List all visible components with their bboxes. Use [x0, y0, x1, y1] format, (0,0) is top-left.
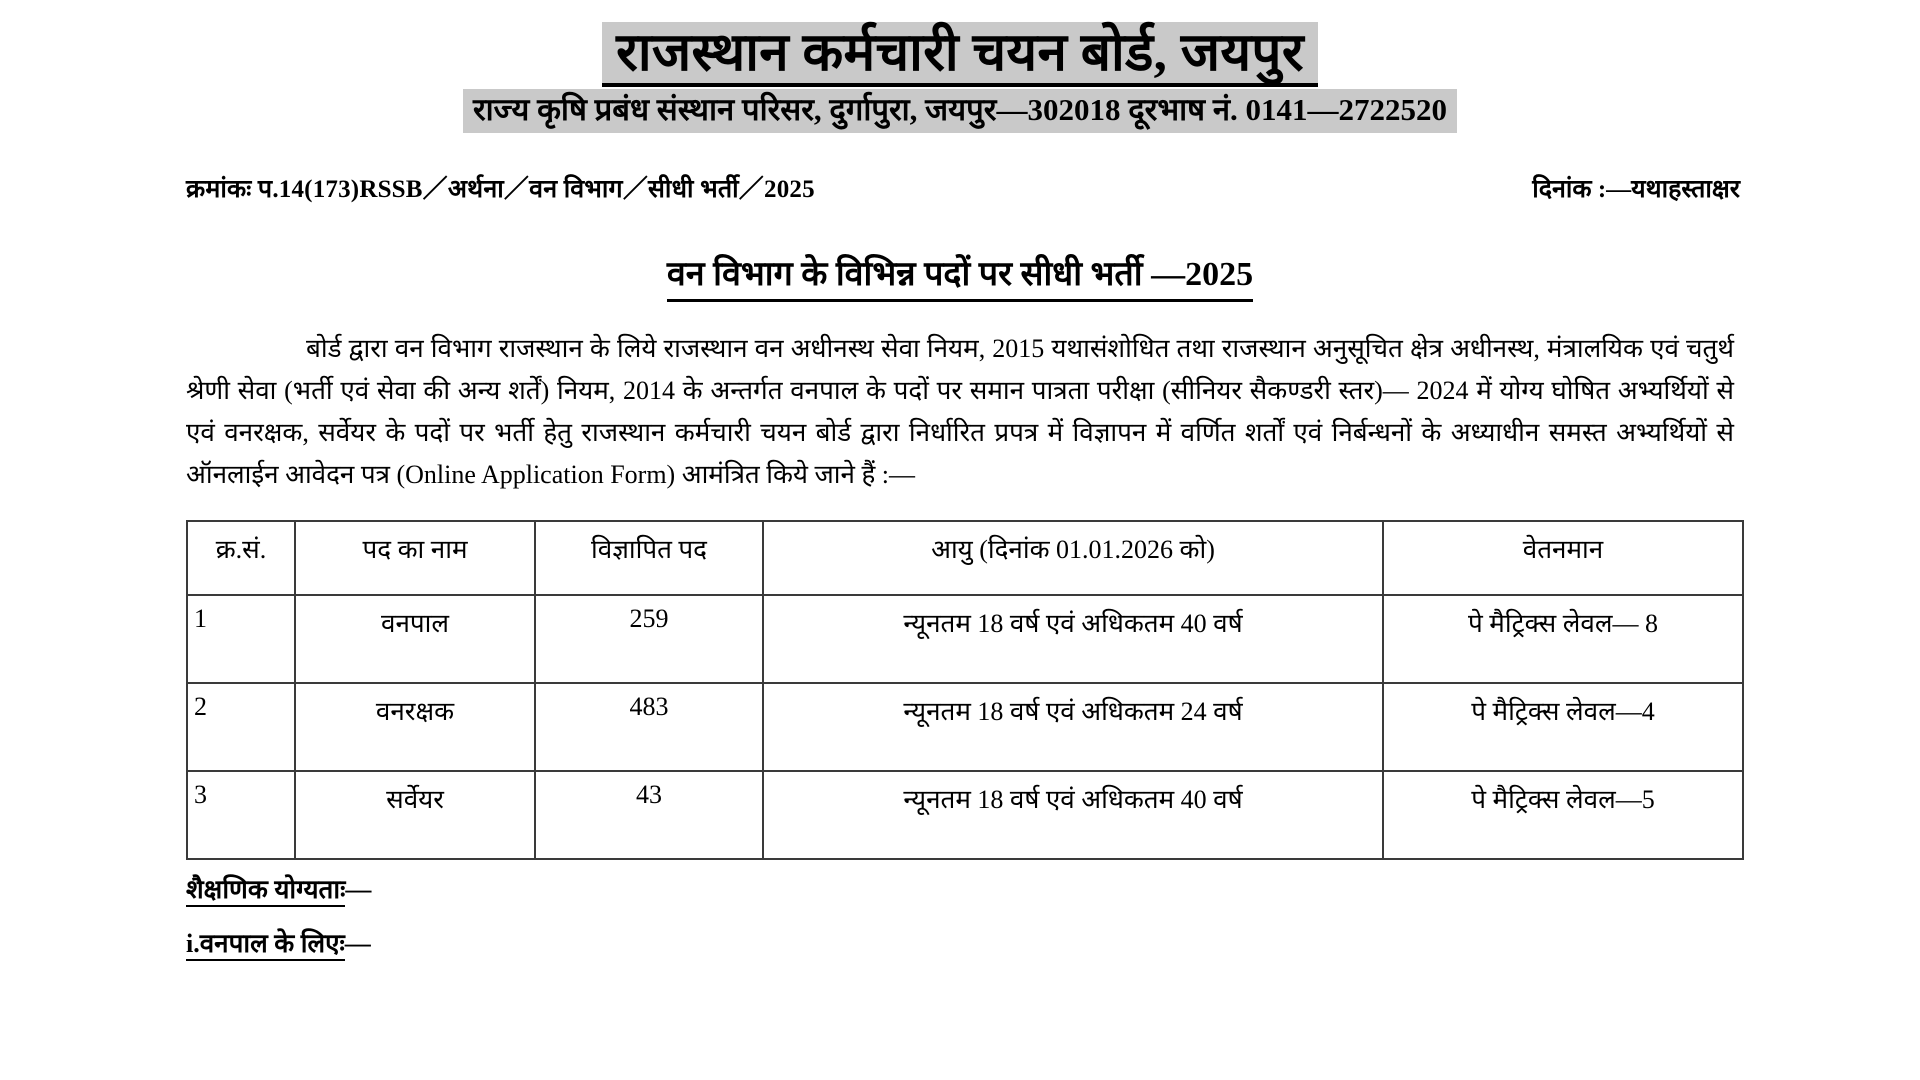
document-title-row — [0, 255, 1920, 302]
cell-age: न्यूनतम 18 वर्ष एवं अधिकतम 40 वर्ष — [763, 595, 1383, 683]
table-header-row — [187, 521, 1743, 595]
organization-title: राजस्थान कर्मचारी चयन बोर्ड, जयपुर — [602, 22, 1318, 87]
cell-pay-scale: पे मैट्रिक्स लेवल—4 — [1383, 683, 1743, 771]
cell-post-name: वनरक्षक — [295, 683, 535, 771]
qualification-sub-item-dash: — — [344, 929, 371, 959]
table-row — [187, 683, 1743, 771]
intro-paragraph-text: बोर्ड द्वारा वन विभाग राजस्थान के लिये राजस्थान वन अधीनस्थ सेवा नियम, 2015 यथासंशोधित तथा राजस्थान अनुसूचित क्षेत्र अधीनस्थ, मंत्रालयिक एवं चतुर्थ श्रेणी सेवा (भर्ती एवं सेवा की अन्य शर्तें) नियम, 2014 के अन्तर्गत वनपाल के पदों पर समान पात्रता परीक्षा (सीनियर सैकण्डरी स्तर)— 2024 में योग्य घोषित अभ्यर्थियों से एवं वनरक्षक, सर्वेयर के पदों पर भर्ती हेतु राजस्थान कर्मचारी चयन बोर्ड द्वारा निर्धारित प्रपत्र में विज्ञापन में वर्णित शर्तों एवं निर्बन्धनों के अध्याधीन समस्त अभ्यर्थियों से ऑनलाईन आवेदन पत्र (Online Application Form) आमंत्रित किये जाने हैं :— — [186, 333, 1734, 490]
intro-paragraph — [186, 328, 1734, 496]
table-row — [187, 595, 1743, 683]
table-header-age: आयु (दिनांक 01.01.2026 को) — [763, 521, 1383, 595]
qualification-heading-text: शैक्षणिक योग्यताः — [186, 875, 345, 907]
cell-post-name: वनपाल — [295, 595, 535, 683]
table-header-post-name: पद का नाम — [295, 521, 535, 595]
qualification-sub-item-vanpal — [186, 924, 1734, 960]
qualification-heading — [186, 870, 1734, 906]
cell-vacancies: 259 — [535, 595, 763, 683]
cell-age: न्यूनतम 18 वर्ष एवं अधिकतम 40 वर्ष — [763, 771, 1383, 859]
qualification-sub-item-text: i.वनपाल के लिएः — [186, 929, 345, 961]
reference-number: क्रमांकः प.14(173)RSSB／अर्थना／वन विभाग／सीधी भर्ती／2025 — [186, 176, 815, 204]
posts-table-body — [187, 595, 1743, 859]
cell-pay-scale: पे मैट्रिक्स लेवल—5 — [1383, 771, 1743, 859]
cell-sno: 3 — [187, 771, 295, 859]
table-header-pay-scale: वेतनमान — [1383, 521, 1743, 595]
qualification-heading-dash: — — [345, 875, 372, 905]
reference-date: दिनांक :—यथाहस्ताक्षर — [1532, 176, 1740, 204]
posts-table-wrapper — [186, 520, 1734, 860]
table-row — [187, 771, 1743, 859]
document-header — [0, 0, 1920, 87]
reference-row — [0, 169, 1920, 205]
cell-vacancies: 483 — [535, 683, 763, 771]
cell-age: न्यूनतम 18 वर्ष एवं अधिकतम 24 वर्ष — [763, 683, 1383, 771]
organization-address-row — [0, 89, 1920, 133]
posts-table-head — [187, 521, 1743, 595]
cell-vacancies: 43 — [535, 771, 763, 859]
table-header-vacancies: विज्ञापित पद — [535, 521, 763, 595]
organization-address: राज्य कृषि प्रबंध संस्थान परिसर, दुर्गापुरा, जयपुर—302018 दूरभाष नं. 0141—2722520 — [463, 89, 1457, 133]
table-header-sno: क्र.सं. — [187, 521, 295, 595]
cell-pay-scale: पे मैट्रिक्स लेवल— 8 — [1383, 595, 1743, 683]
cell-sno: 2 — [187, 683, 295, 771]
page-title: वन विभाग के विभिन्न पदों पर सीधी भर्ती —2025 — [667, 255, 1253, 302]
cell-post-name: सर्वेयर — [295, 771, 535, 859]
posts-table — [186, 520, 1744, 860]
cell-sno: 1 — [187, 595, 295, 683]
